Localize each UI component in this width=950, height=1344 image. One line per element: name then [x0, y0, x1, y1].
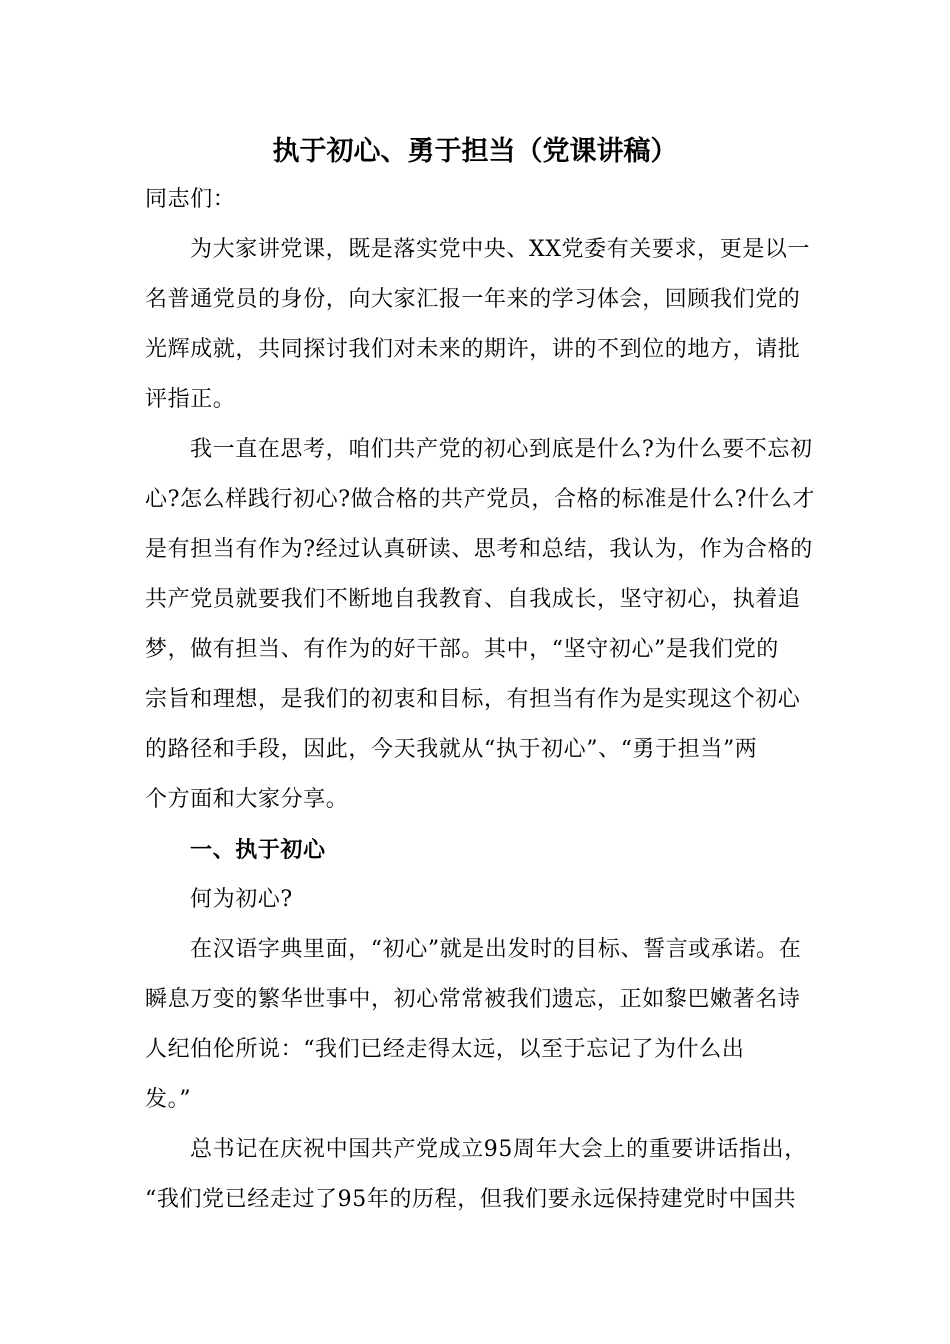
- salutation: 同志们：: [145, 187, 236, 212]
- paragraph-line: 心?怎么样践行初心?做合格的共产党员，合格的标准是什么?什么才: [145, 487, 815, 512]
- paragraph-line: 我一直在思考，咱们共产党的初心到底是什么?为什么要不忘初: [190, 437, 813, 462]
- paragraph-line: 梦，做有担当、有作为的好干部。其中，“坚守初心”是我们党的: [145, 637, 779, 662]
- paragraph-line: 总书记在庆祝中国共产党成立95周年大会上的重要讲话指出，: [190, 1137, 807, 1162]
- paragraph-line: 个方面和大家分享。: [145, 787, 349, 812]
- paragraph-line: 何为初心?: [190, 887, 293, 912]
- paragraph-line: 的路径和手段，因此，今天我就从“执于初心”、“勇于担当”两: [145, 737, 758, 762]
- paragraph-line: 宗旨和理想，是我们的初衷和目标，有担当有作为是实现这个初心: [145, 687, 801, 712]
- document-title: 执于初心、勇于担当（党课讲稿）: [272, 136, 678, 167]
- paragraph-line: 为大家讲党课，既是落实党中央、XX党委有关要求，更是以一: [190, 237, 811, 262]
- paragraph-line: 评指正。: [145, 387, 236, 412]
- paragraph-line: 发。”: [145, 1087, 192, 1112]
- paragraph-line: 在汉语字典里面，“初心”就是出发时的目标、誓言或承诺。在: [190, 937, 802, 962]
- paragraph-line: 瞬息万变的繁华世事中，初心常常被我们遗忘，正如黎巴嫩著名诗: [145, 987, 801, 1012]
- paragraph-line: 名普通党员的身份，向大家汇报一年来的学习体会，回顾我们党的: [145, 287, 801, 312]
- paragraph-line: 光辉成就，共同探讨我们对未来的期许，讲的不到位的地方，请批: [145, 337, 801, 362]
- paragraph-line: 人纪伯伦所说：“我们已经走得太远，以至于忘记了为什么出: [145, 1037, 745, 1062]
- paragraph-line: 是有担当有作为?经过认真研读、思考和总结，我认为，作为合格的: [145, 537, 813, 562]
- paragraph-line: 共产党员就要我们不断地自我教育、自我成长，坚守初心，执着追: [145, 587, 801, 612]
- section-heading: 一、执于初心: [190, 837, 326, 863]
- paragraph-line: “我们党已经走过了95年的历程，但我们要永远保持建党时中国共: [145, 1187, 797, 1212]
